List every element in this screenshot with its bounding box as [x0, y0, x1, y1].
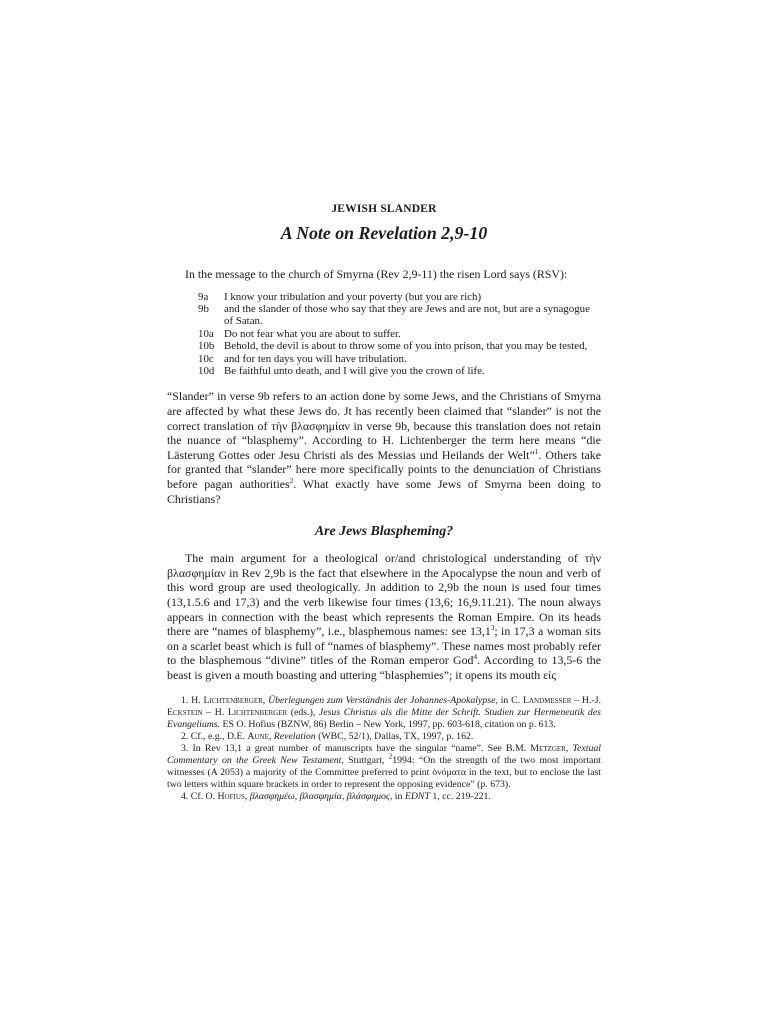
document-page	[167, 200, 601, 803]
verse-list	[198, 291, 601, 378]
footnote-text: (eds.),	[287, 706, 319, 718]
footnote-text: 1, cc. 219-221.	[429, 791, 491, 803]
edition-superscript: 2	[388, 752, 393, 761]
footnote-4	[167, 791, 601, 803]
footnote-text: ,	[268, 730, 274, 742]
footnote-title: Überlegungen zum Verständnis der Johannes-Apokalypse	[268, 694, 496, 706]
footnote-author: Eckstein	[167, 706, 203, 718]
footnote-journal: EDNT	[404, 791, 430, 803]
footnote-text: , in	[389, 791, 405, 803]
footnote-author: Lichtenberger	[227, 706, 288, 718]
footnote-author: Aune	[247, 730, 269, 742]
footnote-text: ,	[244, 791, 250, 803]
footnote-ref: 1	[534, 447, 539, 456]
footnote-text: – H.-J.	[571, 694, 601, 706]
footnote-text: 2. Cf., e.g., D.E.	[181, 730, 248, 742]
footnote-text: ES O. Hofius (BZNW, 86) Berlin – New York, 1997, pp. 603-618, citation on p. 613.	[220, 718, 556, 730]
verse-number: 10a	[198, 327, 214, 340]
footnote-text: 1. H.	[181, 694, 204, 706]
verse-text: Behold, the devil is about to throw some of you into prison, that you may be tested,	[224, 340, 588, 353]
footnote-title: Jesus Christus als die Mitte der Schrift. Studien zur Hermeneutik des Evangeliums.	[167, 706, 601, 730]
verse-row	[198, 340, 601, 352]
paragraph-text: . According to 13,5-6 the beast is given a mouth boasting and uttering “blasphemies”; it opens its mouth εἰς	[167, 653, 601, 682]
body-paragraph-2	[167, 551, 601, 682]
footnote-text: – H.	[202, 706, 228, 718]
verse-number: 10c	[198, 352, 214, 365]
verse-text: Be faithful unto death, and I will give you the crown of life.	[224, 365, 485, 378]
verse-number: 10d	[198, 365, 215, 378]
footnote-text: 1994: “On the strength of the two most important witnesses (A 2053) a majority of the Committee preferred to print ὀνόματα in the text, but to enclose the last two letters within square brackets in order to represent the opposing evidence” (p. 673).	[167, 755, 602, 791]
paragraph-text: The main argument for a theological or/and christological understanding of τὴν βλασφημίαν in Rev 2,9b is the fact that elsewhere in the Apocalypse the noun and verb of this word group are used theologically. Jn addition to 2,9b the noun is used four times (13,1.5.6 and 17,3) and the verb likewise four times (13,6; 16,9.11.21). The noun always appears in connection with the beast which represents the Roman Empire. On its heads there are “names of blasphemy”, i.e., blasphemous names: see 13,1	[167, 551, 601, 639]
verse-row	[198, 291, 601, 303]
footnote-text: 4. Cf. O.	[181, 791, 218, 803]
paragraph-text: “Slander” in verse 9b refers to an action done by some Jews, and the Christians of Smyrna are affected by what these Jews do. Jt has recently been claimed that “slander” is not the correct translation of τὴν βλασφημίαν in verse 9b, because this translation does not retain the nuance of “blasphemy”. According to H. Lichtenberger the term here means “die Lästerung Gottes oder Jesu Christi als des Messias und Heilands der Welt”	[167, 389, 601, 462]
footnote-text: 3. In Rev 13,1 a great number of manuscripts have the singular “name”. See B.M.	[181, 742, 531, 754]
footnote-text: , Stuttgart,	[341, 755, 389, 766]
footnote-author: Metzger	[530, 742, 566, 754]
verse-text: and the slander of those who say that they are Jews and are not, but are a synagogue of Satan.	[224, 303, 590, 328]
verse-row	[198, 303, 601, 328]
section-heading: Are Jews Blaspheming?	[314, 524, 454, 540]
footnote-title: Revelation	[273, 730, 316, 742]
footnote-author: Lichtenberger	[203, 694, 263, 706]
footnote-ref: 4	[473, 653, 477, 662]
footnote-1	[167, 695, 601, 731]
verse-row	[198, 328, 601, 340]
footnote-ref: 3	[490, 624, 495, 633]
verse-text: I know your tribulation and your poverty (but you are rich)	[224, 290, 482, 303]
footnote-2	[167, 731, 601, 743]
verse-row	[198, 365, 601, 377]
footnote-text: (WBC, 52/1), Dallas, TX, 1997, p. 162.	[315, 730, 474, 742]
body-paragraph-1	[167, 389, 601, 506]
verse-text: and for ten days you will have tribulation.	[224, 352, 407, 365]
footnote-text: , in C.	[495, 694, 523, 706]
verse-number: 9a	[198, 290, 209, 303]
footnote-author: Hofius	[217, 791, 245, 803]
verse-number: 9b	[198, 303, 209, 315]
verse-number: 10b	[198, 340, 215, 353]
paragraph-text: . What exactly have some Jews of Smyrna been doing to Christians?	[167, 477, 601, 506]
article-subtitle: A Note on Revelation 2,9-10	[280, 223, 488, 243]
paragraph-text: ; in 17,3 a woman sits on a scarlet beast which is full of “names of blasphemy”. These names most probably refer to the blasphemous “divine” titles of the Roman emperor God	[167, 624, 602, 668]
footnote-3	[167, 743, 601, 791]
footnote-text: ,	[262, 694, 269, 706]
footnote-author: Landmesser	[522, 694, 572, 706]
footnote-title: βλασφημέω, βλασφημία, βλάσφημος	[249, 791, 390, 803]
footnote-title: Textual Commentary on the Greek New Testament	[167, 742, 601, 766]
intro-paragraph: In the message to the church of Smyrna (Rev 2,9-11) the risen Lord says (RSV):	[185, 267, 568, 281]
article-title: JEWISH SLANDER	[331, 203, 437, 215]
footnote-ref: 2	[289, 477, 294, 486]
footnotes	[167, 695, 601, 804]
verse-text: Do not fear what you are about to suffer.	[224, 327, 401, 340]
footnote-text: ,	[565, 742, 573, 754]
paragraph-text: . Others take for granted that “slander” here more specifically points to the denunciation of Christians before pagan authorities	[167, 447, 601, 491]
verse-row	[198, 353, 601, 365]
